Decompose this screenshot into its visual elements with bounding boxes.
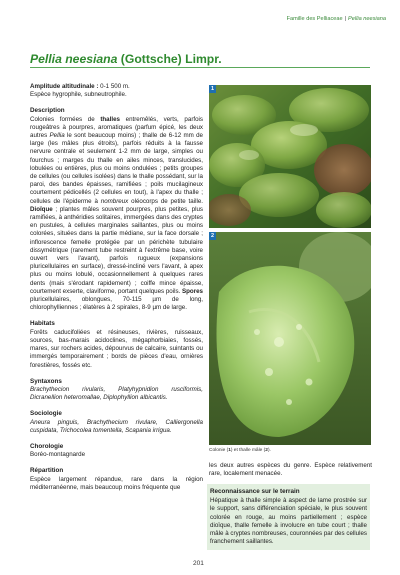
recognition-box (207, 484, 370, 550)
description-heading: Description (30, 107, 65, 115)
syntaxons-text: Brachythecion rivularis, Platyhypnidion rusciformis, Dicranellion heteromallae, Diplophyllion albicantis. (30, 385, 203, 402)
sociologie-heading: Sociologie (30, 410, 62, 418)
altitude-value: 0-1 500 m. (100, 83, 130, 90)
chorologie-text: Boréo-montagnarde (30, 451, 86, 459)
repartition-heading: Répartition (30, 467, 64, 475)
photo-badge-2: 2 (210, 233, 215, 239)
running-head-species: Pellia neesiana (348, 16, 386, 22)
habitats-heading: Habitats (30, 320, 55, 328)
running-head: Famille des Pelliaceae | Pellia neesiana (286, 16, 386, 22)
repartition-continued: les deux autres espèces du genre. Espèce relativement rare, localement menacée. (209, 462, 372, 478)
main-text-column (30, 83, 203, 492)
chorologie-heading: Chorologie (30, 442, 64, 450)
repartition-text: Espèce largement répandue, rare dans la région méditerranéenne, mais beaucoup moins fréquente que (30, 475, 203, 491)
ecology-line: Espèce hygrophile, subneutrophile. (30, 91, 127, 99)
recognition-heading: Reconnaissance sur le terrain (210, 488, 300, 495)
right-text-column (209, 462, 372, 478)
habitats-text: Forêts caducifoliées et résineuses, rivières, ruisseaux, sources, bas-marais acidoclines, mégaphorbiaies, fossés, mares, sur rochers acides, dépourvus de calcaire, suintants ou immergés temporairement ; bords de pièces d'eau, ornières forestières, fossés etc. (30, 328, 203, 369)
description-text: Colonies formées de thalles entremêlés, verts, parfois rougeâtres à pourpres, aromatiques (parfum épicé, les deux autres Pellia le sont beaucoup moins) ; thalle de 6-12 mm de large (les mâles plus étroits), parfois réduits à la fausse nervure centrale et seulement 1-2 mm de large, simples ou fourchus ; marges du thalle en ailes minces, translucides, lobulées ou entières, plus ou moins ondulées ; petits groupes de cellules (ou cellules isolées) dans le thalle possédant, sur la paroi, des bandes épaisses, ramifiées ; poils mucilagineux courtement pédicellés (2 cellules en tout), à l'apex du thalle ; cellules de l'épiderme à nombreux oléocorps de petite taille. Dioïque ; plantes mâles souvent pourpres, plus petites, plus ramifiées, à anthéridies solitaires, immergées dans des cryptes en pustules, à cellules marginales saillantes, plus ou moins colorées, situées dans la partie médiane, sur la face dorsale ; inflorescence femelle protégée par un périchète tubulaire dissymétrique (rarement tube restreint à l'extrême base, voire ouvert vers l'avant), parfois rugueux (expansions pluricellulaires en surface), dressé-incliné vers l'avant, à apex plus ou moins lobulé, occasionnellement à quelques rares dents (mais s'érodant rapidement) ; coiffe mince épaisse, courtement exserte, claviforme, portant quelques poils. Spores pluricellulaires, oblongues, 70-115 µm de long, chlorophylliennes ; élatères à 2 spirales, 8-9 µm de large. (30, 115, 204, 312)
recognition-text: Hépatique à thalle simple à aspect de lame prostrée sur le support, sans différenciation spéciale, le plus souvent colorée en rouge, au moins partiellement ; espèce dioïque, thalle femelle à involucre en tube court ; thalle mâle à cryptes nombreuses, couronnées par des cellules franchement saillantes. (210, 497, 367, 546)
syntaxons-heading: Syntaxons (30, 377, 62, 385)
page-title (30, 52, 222, 66)
photo-male-thallus (209, 232, 371, 445)
photo-badge-1: 1 (210, 86, 215, 92)
title-rule (30, 67, 370, 68)
photo-caption: Colonie (1) et thalle mâle (2). (209, 448, 271, 453)
colony-image (209, 85, 371, 228)
page-number: 201 (193, 560, 204, 567)
sociologie-text: Aneura pinguis, Brachythecium rivulare, Calliergonella cuspidata, Trichocolea tomentella, Scapania irrigua. (30, 418, 203, 434)
title-author: (Gottsche) Limpr. (120, 52, 222, 66)
title-species: Pellia neesiana (30, 52, 118, 66)
altitude-line (30, 83, 203, 91)
altitude-label: Amplitude altitudinale : (30, 83, 99, 90)
running-head-family: Famille des Pelliaceae (286, 16, 343, 22)
male-thallus-image (209, 232, 371, 445)
photo-colony (209, 85, 371, 228)
